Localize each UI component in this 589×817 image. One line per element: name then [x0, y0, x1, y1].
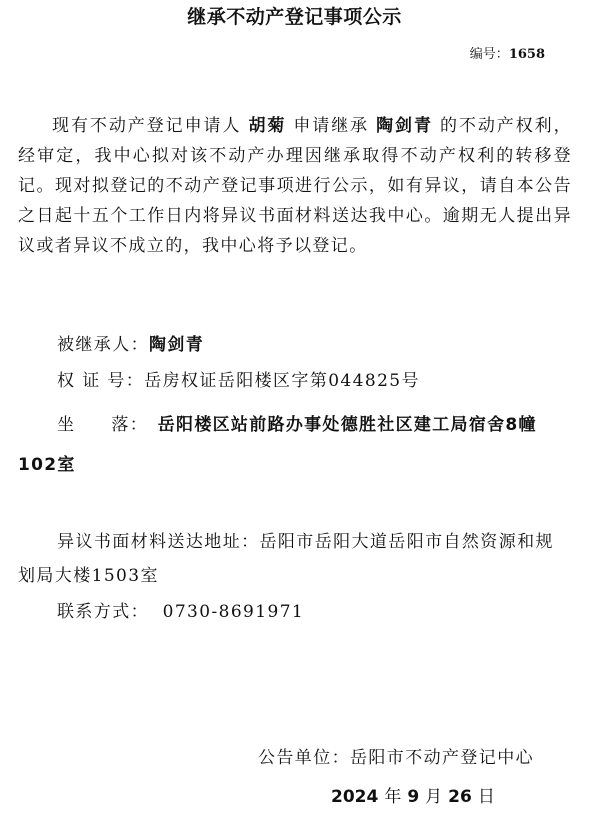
date-day-unit: 日 [477, 787, 495, 807]
location-label-2: 落： [111, 415, 140, 435]
objection-value: 岳阳市岳阳大道岳阳市自然资源和规划局大楼1503室 [18, 532, 554, 586]
signature-unit-label: 公告单位： [258, 748, 350, 768]
contact-value: 0730-8691971 [162, 602, 305, 622]
location-label: 坐 [57, 415, 76, 435]
applicant-name: 胡菊 [248, 116, 287, 136]
date-month-unit: 月 [425, 787, 443, 807]
heir-value: 陶剑青 [149, 335, 205, 355]
notice-text-1: 现有不动产登记申请人 [52, 116, 242, 136]
date-year: 2024 [331, 787, 379, 807]
date-day: 26 [448, 787, 472, 807]
certificate-value: 岳房权证岳阳楼区字第044825号 [144, 371, 420, 391]
page-title: 继承不动产登记事项公示 [187, 6, 402, 28]
contact-label: 联系方式： [57, 602, 149, 622]
serial-label: 编号： [469, 47, 509, 62]
serial-value: 1658 [508, 47, 545, 62]
signature-unit-value: 岳阳市不动产登记中心 [350, 748, 534, 768]
location-line [18, 405, 572, 485]
notice-paragraph [18, 111, 572, 261]
objection-address [18, 525, 572, 593]
heir-label: 被继承人： [57, 335, 149, 355]
date-month: 9 [407, 787, 420, 807]
certificate-line [57, 366, 420, 396]
notice-text-3: 的不动产权利，经审定，我中心拟对该不动产办理因继承取得不动产权利的转移登记。现对拟登记的不动产登记事项进行公示，如有异议，请自本公告之日起十五个工作日内将异议书面材料送达我中心。逾期无人提出异议或者异议不成立的，我中心将予以登记。 [18, 116, 572, 256]
objection-label: 异议书面材料送达地址： [57, 532, 260, 552]
heir-line [57, 330, 204, 360]
decedent-name: 陶剑青 [376, 116, 433, 136]
notice-text-2: 申请继承 [293, 116, 370, 136]
contact-line [57, 597, 304, 627]
signature-unit [258, 744, 534, 772]
certificate-label: 权 证 号： [57, 371, 145, 391]
location-value: 岳阳楼区站前路办事处德胜社区建工局宿舍8幢102室 [18, 415, 537, 475]
serial-number [470, 45, 545, 65]
signature-date [331, 783, 501, 811]
date-year-unit: 年 [384, 787, 402, 807]
